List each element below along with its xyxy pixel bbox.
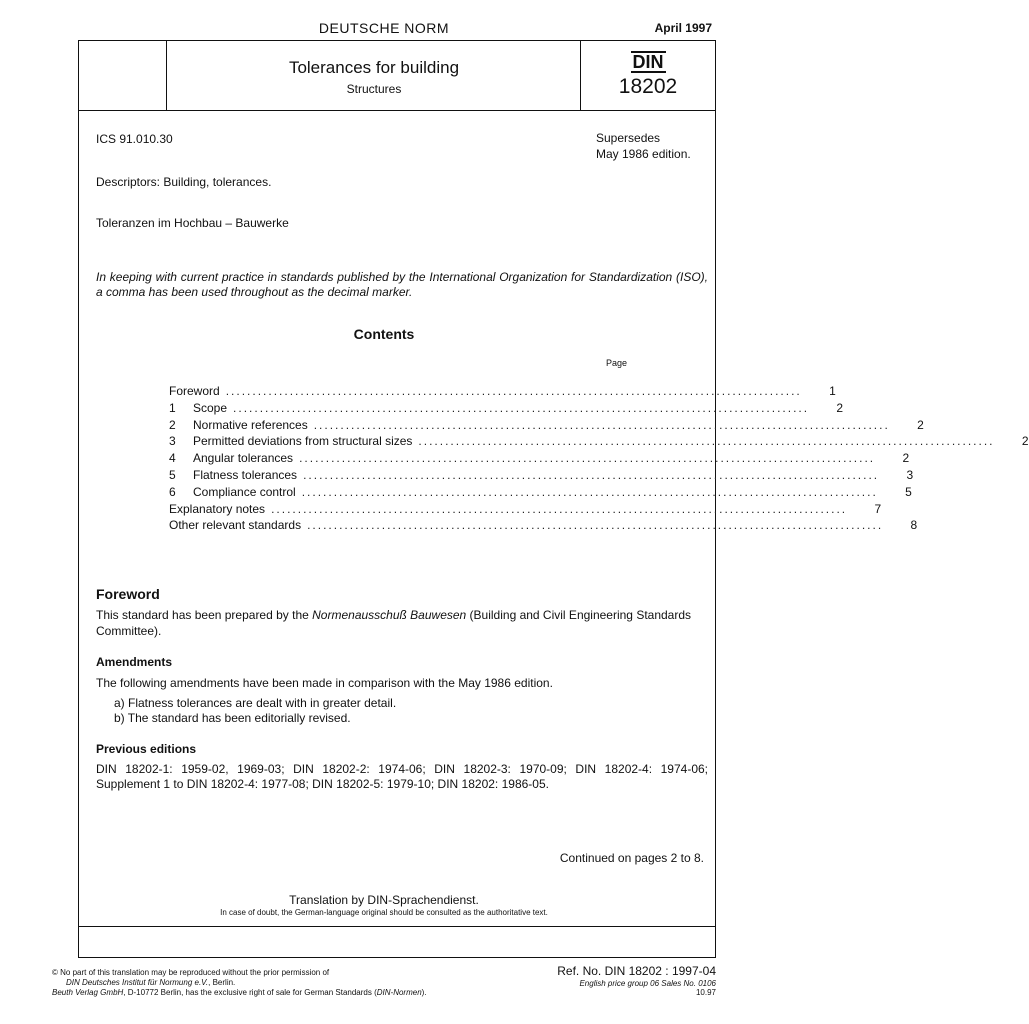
toc-label: Explanatory notes — [169, 501, 266, 516]
toc-label: Foreword — [169, 384, 220, 398]
toc-row — [169, 467, 914, 485]
edition-date: April 1997 — [654, 21, 712, 35]
toc-number: 1 — [169, 400, 176, 415]
din-cell — [580, 40, 716, 110]
toc-row — [169, 384, 836, 401]
reference-number: Ref. No. DIN 18202 : 1997-04 — [557, 964, 716, 978]
amendments-heading: Amendments — [96, 655, 173, 669]
translation-credit: Translation by DIN-Sprachendienst. — [289, 893, 479, 907]
toc-label: Normative references — [193, 417, 308, 432]
copyright-line-3 — [52, 988, 427, 998]
previous-editions-heading: Previous editions — [96, 742, 197, 756]
toc-page: 1 — [829, 384, 836, 398]
toc-row — [169, 484, 912, 502]
document-title: Tolerances for building — [288, 58, 460, 77]
toc-row — [169, 501, 882, 519]
toc-leader: ............................................................................................................ — [418, 434, 995, 449]
amendments-list — [114, 696, 396, 726]
continued-note: Continued on pages 2 to 8. — [559, 851, 704, 865]
din-normen: DIN-Normen — [376, 988, 422, 997]
copyright-line-2 — [52, 978, 427, 988]
toc-label: Other relevant standards — [169, 518, 302, 533]
supersedes-line-1: Supersedes — [596, 131, 661, 145]
din-institute-name: DIN Deutsches Institut für Normung e.V. — [66, 978, 209, 987]
toc-page: 3 — [906, 467, 914, 482]
title-block — [78, 40, 716, 111]
descriptors: Descriptors: Building, tolerances. — [96, 175, 272, 189]
toc-row — [169, 518, 918, 535]
din-number: 18202 — [618, 75, 678, 98]
toc-leader: ............................................................................................................ — [307, 518, 884, 533]
publisher-name: Beuth Verlag GmbH — [52, 988, 124, 997]
toc-label: Angular tolerances — [193, 451, 294, 466]
bottom-rule — [78, 926, 716, 927]
ics-code: ICS 91.010.30 — [96, 132, 173, 146]
copyright-notice — [52, 968, 427, 998]
translation-disclaimer: In case of doubt, the German-language original should be consulted as the authoritative text. — [220, 908, 548, 917]
toc-number: 5 — [169, 467, 176, 482]
copyright-line-1: © No part of this translation may be reproduced without the prior permission of — [52, 968, 330, 977]
toc-row — [169, 451, 910, 468]
foreword-text-end: (Building and Civil Engineering Standards Committee). — [96, 608, 692, 638]
toc-number: 2 — [169, 417, 176, 432]
toc-number: 3 — [169, 434, 176, 449]
toc-leader: ............................................................................................................ — [301, 484, 878, 499]
toc-row — [169, 417, 924, 435]
toc-label: Scope — [193, 400, 228, 415]
price-group: English price group 06 Sales No. 0106 — [579, 979, 716, 988]
toc-number: 4 — [169, 451, 176, 466]
toc-label: Permitted deviations from structural sizes — [193, 434, 413, 449]
toc-leader: ............................................................................................................ — [303, 467, 880, 482]
toc-leader: ............................................................................................................ — [313, 417, 890, 432]
din-logo: DIN — [632, 52, 664, 72]
amendments-intro: The following amendments have been made in comparison with the May 1986 edition. — [96, 676, 553, 690]
copyright-line-3-mid: , D-10772 Berlin, has the exclusive right of sale for German Standards ( — [123, 988, 377, 997]
committee-name: Normenausschuß Bauwesen — [312, 608, 467, 622]
title-block-divider-left — [166, 40, 167, 110]
document-subtitle: Structures — [346, 82, 402, 96]
toc-page: 2 — [836, 400, 844, 415]
contents-page-label: Page — [606, 358, 628, 368]
toc-page: 2 — [917, 417, 924, 432]
toc-page: 2 — [902, 451, 910, 466]
toc-row — [169, 400, 844, 418]
previous-editions-text: DIN 18202-1: 1959-02, 1969-03; DIN 18202-2: 1974-06; DIN 18202-3: 1970-09; DIN 18202-4: 1974-06; Supplement 1 to DIN 18202-4: 1977-08; DIN 18202-5: 1979-10; DIN 18202: 1986-05. — [96, 762, 708, 791]
toc-page: 2 — [1021, 434, 1029, 449]
amendment-item: a) Flatness tolerances are dealt with in greater detail. — [114, 696, 397, 710]
toc-label: Flatness tolerances — [193, 467, 298, 482]
toc-number: 6 — [169, 484, 176, 499]
contents-heading: Contents — [353, 326, 415, 342]
title-cell — [168, 40, 580, 110]
reference-block — [557, 964, 716, 997]
foreword-heading: Foreword — [96, 586, 160, 602]
copyright-line-3-end: ). — [421, 988, 427, 997]
toc-page: 7 — [874, 501, 882, 516]
supersedes-line-2: May 1986 edition. — [596, 147, 691, 161]
toc-leader: ............................................................................................................ — [225, 384, 802, 398]
print-date: 10.97 — [695, 988, 716, 997]
toc-leader: ............................................................................................................ — [299, 451, 876, 466]
norm-label: DEUTSCHE NORM — [318, 20, 450, 36]
table-of-contents — [169, 384, 1029, 535]
copyright-line-2-tail: , Berlin. — [208, 978, 236, 987]
toc-page: 8 — [910, 518, 918, 533]
toc-page: 5 — [905, 484, 912, 499]
german-title: Toleranzen im Hochbau – Bauwerke — [96, 216, 289, 230]
foreword-text-start: This standard has been prepared by the — [96, 608, 313, 622]
toc-leader: ............................................................................................................ — [271, 501, 848, 516]
foreword-text — [96, 607, 708, 639]
supersedes-note — [596, 130, 706, 162]
decimal-marker-note: In keeping with current practice in standards published by the International Organization for Standardization (ISO), a comma has been used throughout as the decimal marker. — [96, 270, 708, 299]
toc-row — [169, 434, 1029, 451]
amendment-item: b) The standard has been editorially revised. — [114, 711, 351, 725]
toc-label: Compliance control — [193, 484, 296, 499]
toc-leader: ............................................................................................................ — [233, 400, 810, 415]
